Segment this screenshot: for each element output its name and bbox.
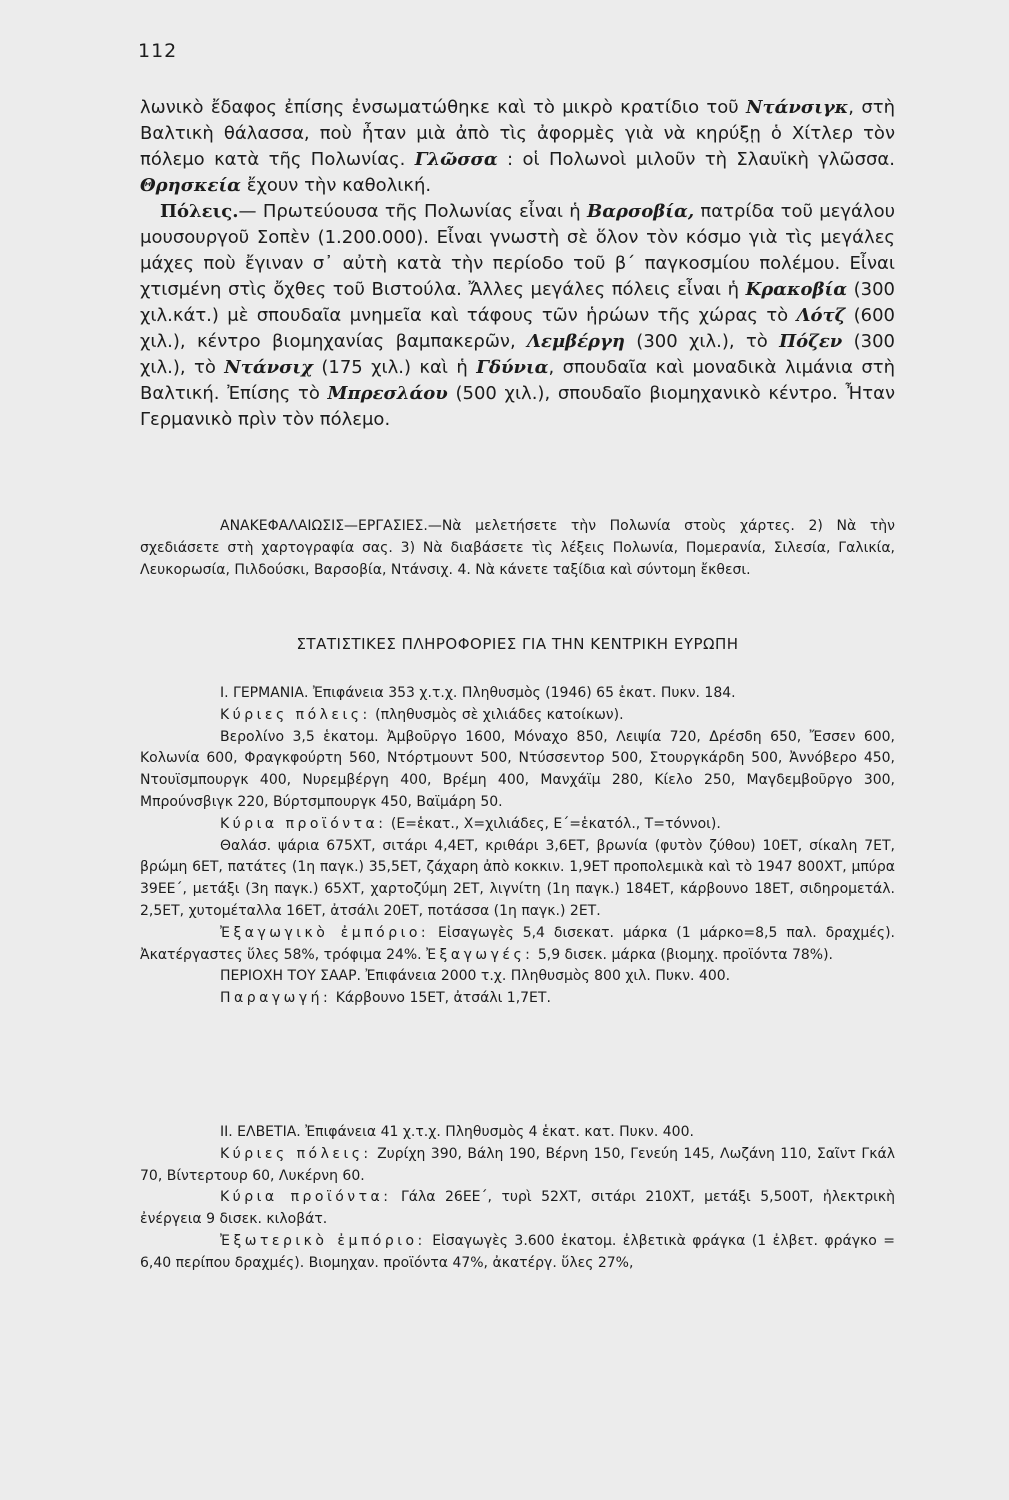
place-gdynia: Γδύνια — [476, 357, 549, 378]
label-main-products: Κύρια προϊόντα: — [220, 1189, 392, 1206]
switzerland-header: II. ΕΛΒΕΤΙΑ. Ἐπιφάνεια 41 χ.τ.χ. Πληθυσμὸς 4 ἑκατ. κατ. Πυκν. 400. — [220, 1124, 694, 1140]
exercises-section — [140, 516, 895, 581]
saar-header: ΠΕΡΙΟΧΗ ΤΟΥ ΣΑΑΡ. Ἐπιφάνεια 2000 τ.χ. Πληθυσμὸς 800 χιλ. Πυκν. 400. — [220, 968, 731, 985]
text-run: πατρίδα τοῦ μεγάλου μουσουργοῦ Σοπὲν (1.200.000). Εἶναι γνωστὴ σὲ ὅλον τὸν κόσμο γιὰ τὶς μεγάλες μάχες ποὺ ἔγιναν σ᾽ αὐτὴ κατὰ τὴν περίοδο τοῦ β´ παγκοσμίου πολέμου. Εἶναι χτισμένη στὶς ὄχθες τοῦ Βιστούλα. Ἄλλες μεγάλες πόλεις εἶναι ἡ — [140, 201, 895, 300]
text-run: (175 χιλ.) καὶ ἡ — [312, 357, 477, 378]
place-dantzig: Ντάνσιγκ — [746, 97, 849, 118]
poland-section — [140, 95, 895, 433]
label-trade: Ἐξωτερικὸ ἐμπόριο: — [220, 1232, 426, 1249]
label-main-products: Κύρια προϊόντα: — [220, 815, 387, 832]
poland-paragraph-territory — [140, 95, 895, 199]
text-run: Εἰσαγωγὲς 3.600 ἑκατομ. ἐλβετικὰ φράγκα (1 ἐλβετ. φράγκο = 6,40 περίπου δραχμές). Βιομηχαν. προϊόντα 47%, ἀκατέργ. ὕλες 27%, — [140, 1232, 895, 1271]
germany-cities-heading — [140, 705, 895, 727]
germany-products-heading — [140, 814, 895, 836]
place-lodz: Λότζ — [796, 305, 846, 326]
germany-section — [140, 683, 895, 1010]
text-run: λωνικὸ ἔδαφος ἐπίσης ἐνσωματώθηκε καὶ τὸ μικρὸ κρατίδιο τοῦ — [140, 97, 747, 118]
switzerland-cities — [140, 1144, 895, 1188]
label-religion: Θρησκεία — [140, 175, 242, 196]
statistics-heading: ΣΤΑΤΙΣΤΙΚΕΣ ΠΛΗΡΟΦΟΡΙΕΣ ΓΙΑ ΤΗΝ ΚΕΝΤΡΙΚΗ ΕΥΡΩΠΗ — [296, 635, 739, 653]
text-run: ἔχουν τὴν καθολική. — [241, 175, 432, 196]
text-run: (300 χιλ.κάτ.) μὲ σπουδαῖα μνημεῖα καὶ τάφους τῶν ἡρώων τῆς χώρας τὸ — [140, 279, 895, 326]
text-run: — Πρωτεύουσα τῆς Πολωνίας εἶναι ἡ — [238, 201, 587, 222]
text-run: Εἰσαγωγὲς 5,4 δισεκατ. μάρκα (1 μάρκο=8,5 παλ. δραχμές). Ἀκατέργαστες ὕλες 58%, τρόφιμα 24%. — [140, 924, 895, 963]
label-cities: Πόλεις. — [160, 201, 239, 222]
text-run: (300 χιλ.), τὸ — [140, 331, 895, 378]
text-run: (πληθυσμὸς σὲ χιλιάδες κατοίκων). — [370, 706, 624, 723]
text-run: 5,9 δισεκ. μάρκα (βιομηχ. προϊόντα 78%). — [533, 946, 834, 963]
switzerland-products — [140, 1187, 895, 1231]
text-run: (600 χιλ.), κέντρο βιομηχανίας βαμπακερῶν, — [140, 305, 896, 352]
text-run: (300 χιλ.), τὸ — [624, 331, 780, 352]
label-language: Γλῶσσα — [414, 149, 498, 170]
switzerland-trade — [140, 1231, 895, 1275]
page-number: 112 — [138, 40, 178, 62]
germany-products: Θαλάσ. ψάρια 675ΧΤ, σιτάρι 4,4ΕΤ, κριθάρι 3,6ΕΤ, βρωνία (φυτὸν ζύθου) 10ΕΤ, σίκαλη 7ΕΤ, βρώμη 6ΕΤ, πατάτες (1η παγκ.) 35,5ΕΤ, ζάχαρη ἀπὸ κοκκιν. 1,9ΕΤ προπολεμικὰ καὶ τὸ 1947 800ΧΤ, μπύρα 39ΕΕ΄, μετάξι (3η παγκ.) 65ΧΤ, χαρτοζύμη 2ΕΤ, λιγνίτη (1η παγκ.) 184ΕΤ, κάρβουνο 18ΕΤ, σιδηρομετάλ. 2,5ΕΤ, χυτομέταλλα 16ΕΤ, ἀτσάλι 20ΕΤ, ποτάσσα (1η παγκ.) 2ΕΤ. — [140, 837, 895, 919]
germany-cities: Βερολίνο 3,5 ἑκατομ. Ἀμβοῦργο 1600, Μόναχο 850, Λειψία 720, Δρέσδη 650, Ἔσσεν 600, Κολωνία 600, Φραγκφούρτη 560, Ντόρτμουντ 500, Ντύσσεντορ 500, Στουργκάρδη 500, Ἀννόβερο 450, Ντουϊσμπουργκ 400, Νυρεμβέργη 400, Βρέμη 400, Μανχάϊμ 280, Κίελο 250, Μαγδεμβοῦργο 300, Μπρούνσβιγκ 220, Βύρτσμπουργκ 450, Βαϊμάρη 50. — [140, 728, 895, 810]
label-main-cities: Κύριες πόλεις: — [220, 1145, 372, 1162]
germany-trade — [140, 923, 895, 967]
text-run: Κάρβουνο 15ΕΤ, ἀτσάλι 1,7ΕΤ. — [331, 990, 551, 1007]
text-run: (500 χιλ.), σπουδαῖο βιομηχανικὸ κέντρο. Ἦταν Γερμανικὸ πρὶν τὸν πόλεμο. — [140, 383, 895, 430]
place-posen: Πόζεν — [779, 331, 843, 352]
poland-paragraph-cities — [140, 199, 895, 433]
text-run: : οἱ Πολωνοὶ μιλοῦν τὴ Σλαυϊκὴ γλῶσσα. — [497, 149, 896, 170]
germany-header: I. ΓΕΡΜΑΝΙΑ. Ἐπιφάνεια 353 χ.τ.χ. Πληθυσμὸς (1946) 65 ἑκατ. Πυκν. 184. — [220, 685, 736, 701]
label-production: Παραγωγή: — [220, 990, 332, 1007]
place-warsaw: Βαρσοβία, — [586, 201, 695, 222]
label-trade: Ἐξαγωγικὸ ἐμπόριο: — [220, 924, 430, 941]
place-lemberg: Λεμβέργη — [527, 331, 625, 352]
place-breslau: Μπρεσλάου — [327, 383, 448, 404]
place-krakow: Κρακοβία — [745, 279, 848, 300]
switzerland-section — [140, 1122, 895, 1275]
text-run: Ζυρίχη 390, Βάλη 190, Βέρνη 150, Γενεύη 145, Λωζάνη 110, Σαῖντ Γκάλ 70, Βίντερτουρ 60, Λυκέρνη 60. — [140, 1145, 895, 1184]
exercises-text: ΑΝΑΚΕΦΑΛΑΙΩΣΙΣ—ΕΡΓΑΣΙΕΣ.—Νὰ μελετήσετε τὴν Πολωνία στοὺς χάρτες. 2) Νὰ τὴν σχεδιάσετε στὴ χαρτογραφία σας. 3) Νὰ διαβάσετε τὶς λέξεις Πολωνία, Πομερανία, Σιλεσία, Γαλικία, Λευκορωσία, Πιλδούσκι, Βαρσοβία, Ντάνσιχ. 4. Νὰ κάνετε ταξίδια καὶ σύντομη ἔκθεσι. — [140, 518, 895, 578]
label-exports: Ἐξαγωγές: — [426, 946, 534, 963]
text-run: , στὴ Βαλτικὴ θάλασσα, ποὺ ἦταν μιὰ ἀπὸ τὶς ἀφορμὲς γιὰ νὰ κηρύξῃ ὁ Χίτλερ τὸν πόλεμο κατὰ τῆς Πολωνίας. — [140, 97, 895, 170]
label-main-cities: Κύριες πόλεις: — [220, 706, 371, 723]
text-run: (Ε=ἑκατ., Χ=χιλιάδες, Ε΄=ἑκατόλ., Τ=τόννοι). — [386, 815, 721, 832]
place-dantzig: Ντάνσιχ — [224, 357, 313, 378]
text-run: Γάλα 26ΕΕ΄, τυρὶ 52ΧΤ, σιτάρι 210ΧΤ, μετάξι 5,500Τ, ἠλεκτρικὴ ἐνέργεια 9 δισεκ. κιλοβάτ. — [140, 1189, 895, 1228]
text-run: , σπουδαῖα καὶ μοναδικὰ λιμάνια στὴ Βαλτική. Ἐπίσης τὸ — [140, 357, 895, 404]
saar-production — [140, 988, 895, 1010]
